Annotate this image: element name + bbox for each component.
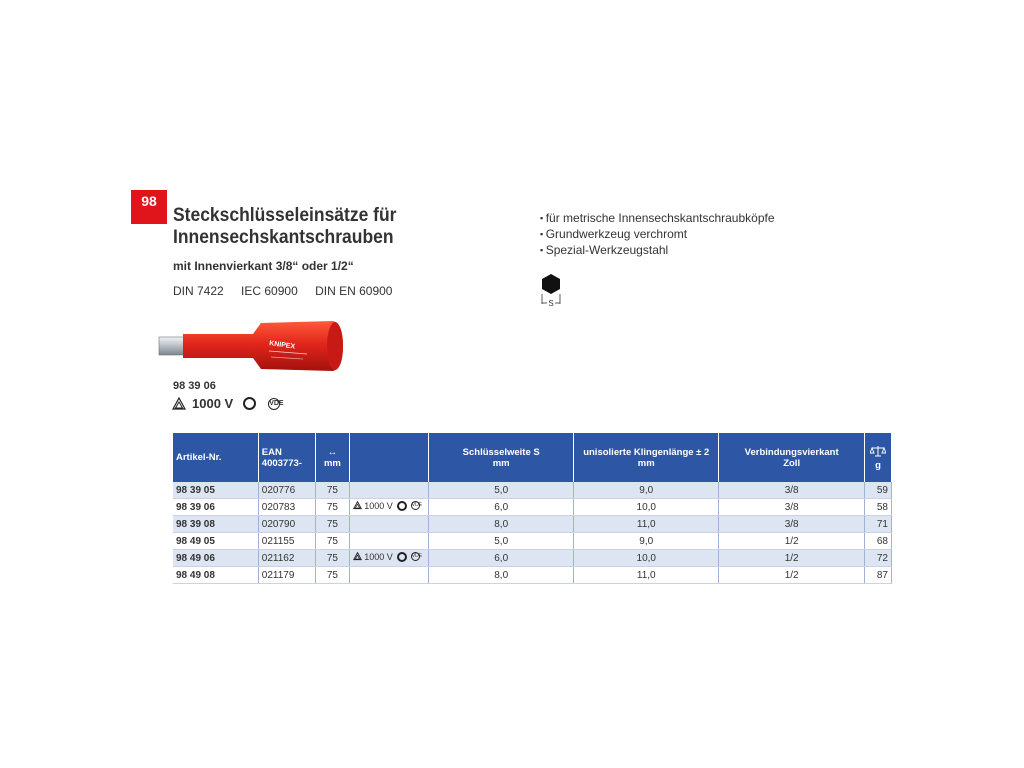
table-row (173, 533, 892, 550)
col-ean-line1: EAN (261, 446, 282, 458)
insulation-ring-icon (243, 397, 256, 410)
cell-blade-length: 9,0 (574, 482, 719, 499)
cell-length: 75 (315, 533, 350, 550)
cell-marks (350, 533, 429, 550)
col-length (315, 433, 350, 482)
table-header-row (173, 433, 892, 482)
cell-wrench-size: 5,0 (429, 482, 574, 499)
cell-blade-length: 11,0 (574, 516, 719, 533)
cell-weight: 72 (865, 550, 892, 567)
cell-ean: 021179 (258, 567, 315, 584)
cell-weight: 87 (865, 567, 892, 584)
title-line-1: Steckschlüsseleinsätze für (173, 205, 397, 226)
feature-item: ▪ für metrische Innensechskantschraubköpfe (540, 210, 775, 226)
cell-marks (350, 499, 429, 516)
cell-marks (350, 550, 429, 567)
table-row (173, 499, 892, 516)
feature-list (540, 210, 775, 258)
cell-blade-length: 9,0 (574, 533, 719, 550)
length-arrow-icon: ↔ (327, 446, 338, 458)
insulation-ring-icon (397, 552, 407, 562)
double-triangle-icon (172, 397, 186, 411)
group-voltage-value: 1000 V (364, 500, 393, 511)
col-blade-line1: unisolierte Klingenlänge ± 2 (583, 446, 710, 458)
cell-article: 98 49 05 (173, 533, 258, 550)
hex-socket-icon (538, 270, 568, 310)
col-wrench-line1: Schlüsselweite S (462, 446, 540, 458)
vde-stamp-icon: VDE (411, 502, 423, 509)
col-wrench-size (429, 433, 574, 482)
cell-blade-length: 10,0 (574, 499, 719, 516)
vde-stamp-icon: VDE (411, 553, 423, 560)
cell-article: 98 39 08 (173, 516, 258, 533)
col-wrench-line2: mm (492, 457, 510, 469)
group-voltage-mark (353, 500, 423, 511)
cell-weight: 58 (865, 499, 892, 516)
col-drive-line2: Zoll (783, 457, 801, 469)
cell-drive: 3/8 (719, 499, 865, 516)
page-title (173, 205, 396, 249)
cell-length: 75 (315, 499, 350, 516)
scale-icon (870, 445, 886, 457)
table-row (173, 550, 892, 567)
cell-wrench-size: 6,0 (429, 499, 574, 516)
col-drive-line1: Verbindungsvierkant (744, 446, 839, 458)
cell-drive: 1/2 (719, 533, 865, 550)
subtitle: mit Innenvierkant 3/8“ oder 1/2“ (173, 259, 354, 273)
col-ean-line2: 4003773- (261, 457, 302, 469)
cell-ean: 020776 (258, 482, 315, 499)
voltage-value: 1000 V (192, 396, 234, 411)
group-voltage-value: 1000 V (364, 551, 393, 562)
cell-drive: 1/2 (719, 550, 865, 567)
hex-icon-label: S (548, 299, 554, 308)
norm-din-en-60900: DIN EN 60900 (315, 284, 393, 298)
spec-table (173, 433, 892, 584)
cell-drive: 1/2 (719, 567, 865, 584)
col-blade-length (574, 433, 719, 482)
table-row (173, 482, 892, 499)
col-weight-unit: g (875, 459, 881, 471)
cell-drive: 3/8 (719, 482, 865, 499)
table-row (173, 516, 892, 533)
cell-article: 98 39 05 (173, 482, 258, 499)
col-drive (719, 433, 865, 482)
insulation-ring-icon (397, 501, 407, 511)
col-blade-line2: mm (637, 457, 655, 469)
double-triangle-icon (353, 501, 362, 510)
col-weight (865, 433, 892, 482)
cell-wrench-size: 5,0 (429, 533, 574, 550)
cell-blade-length: 10,0 (574, 550, 719, 567)
norm-iec-60900: IEC 60900 (241, 284, 298, 298)
cell-wrench-size: 8,0 (429, 567, 574, 584)
cell-blade-length: 11,0 (574, 567, 719, 584)
page-number-badge: 98 (131, 190, 167, 224)
table-row (173, 567, 892, 584)
group-voltage-mark (353, 551, 423, 562)
cell-weight: 59 (865, 482, 892, 499)
cell-weight: 68 (865, 533, 892, 550)
brand-print: KNIPEX (268, 340, 296, 351)
socket-product-image (157, 315, 347, 377)
norms-list (173, 284, 406, 298)
cell-wrench-size: 8,0 (429, 516, 574, 533)
cell-ean: 020783 (258, 499, 315, 516)
cell-article: 98 49 08 (173, 567, 258, 584)
feature-item: ▪ Grundwerkzeug verchromt (540, 226, 775, 242)
cell-ean: 021162 (258, 550, 315, 567)
double-triangle-icon (353, 552, 362, 561)
cell-ean: 020790 (258, 516, 315, 533)
cell-article: 98 49 06 (173, 550, 258, 567)
cell-marks (350, 516, 429, 533)
col-length-unit: mm (323, 457, 341, 469)
col-article: Artikel-Nr. (173, 433, 258, 482)
cell-marks (350, 567, 429, 584)
col-marks (350, 433, 429, 482)
title-line-2: Innensechskantschrauben (173, 227, 394, 248)
norm-din-7422: DIN 7422 (173, 284, 224, 298)
cell-length: 75 (315, 567, 350, 584)
voltage-rating (172, 396, 284, 411)
cell-length: 75 (315, 482, 350, 499)
cell-length: 75 (315, 550, 350, 567)
cell-length: 75 (315, 516, 350, 533)
vde-stamp-icon: VDE (268, 398, 280, 410)
col-ean (258, 433, 315, 482)
cell-article: 98 39 06 (173, 499, 258, 516)
cell-drive: 3/8 (719, 516, 865, 533)
cell-marks (350, 482, 429, 499)
cell-weight: 71 (865, 516, 892, 533)
cell-ean: 021155 (258, 533, 315, 550)
cell-wrench-size: 6,0 (429, 550, 574, 567)
product-article-number: 98 39 06 (173, 380, 216, 392)
feature-item: ▪ Spezial-Werkzeugstahl (540, 242, 775, 258)
